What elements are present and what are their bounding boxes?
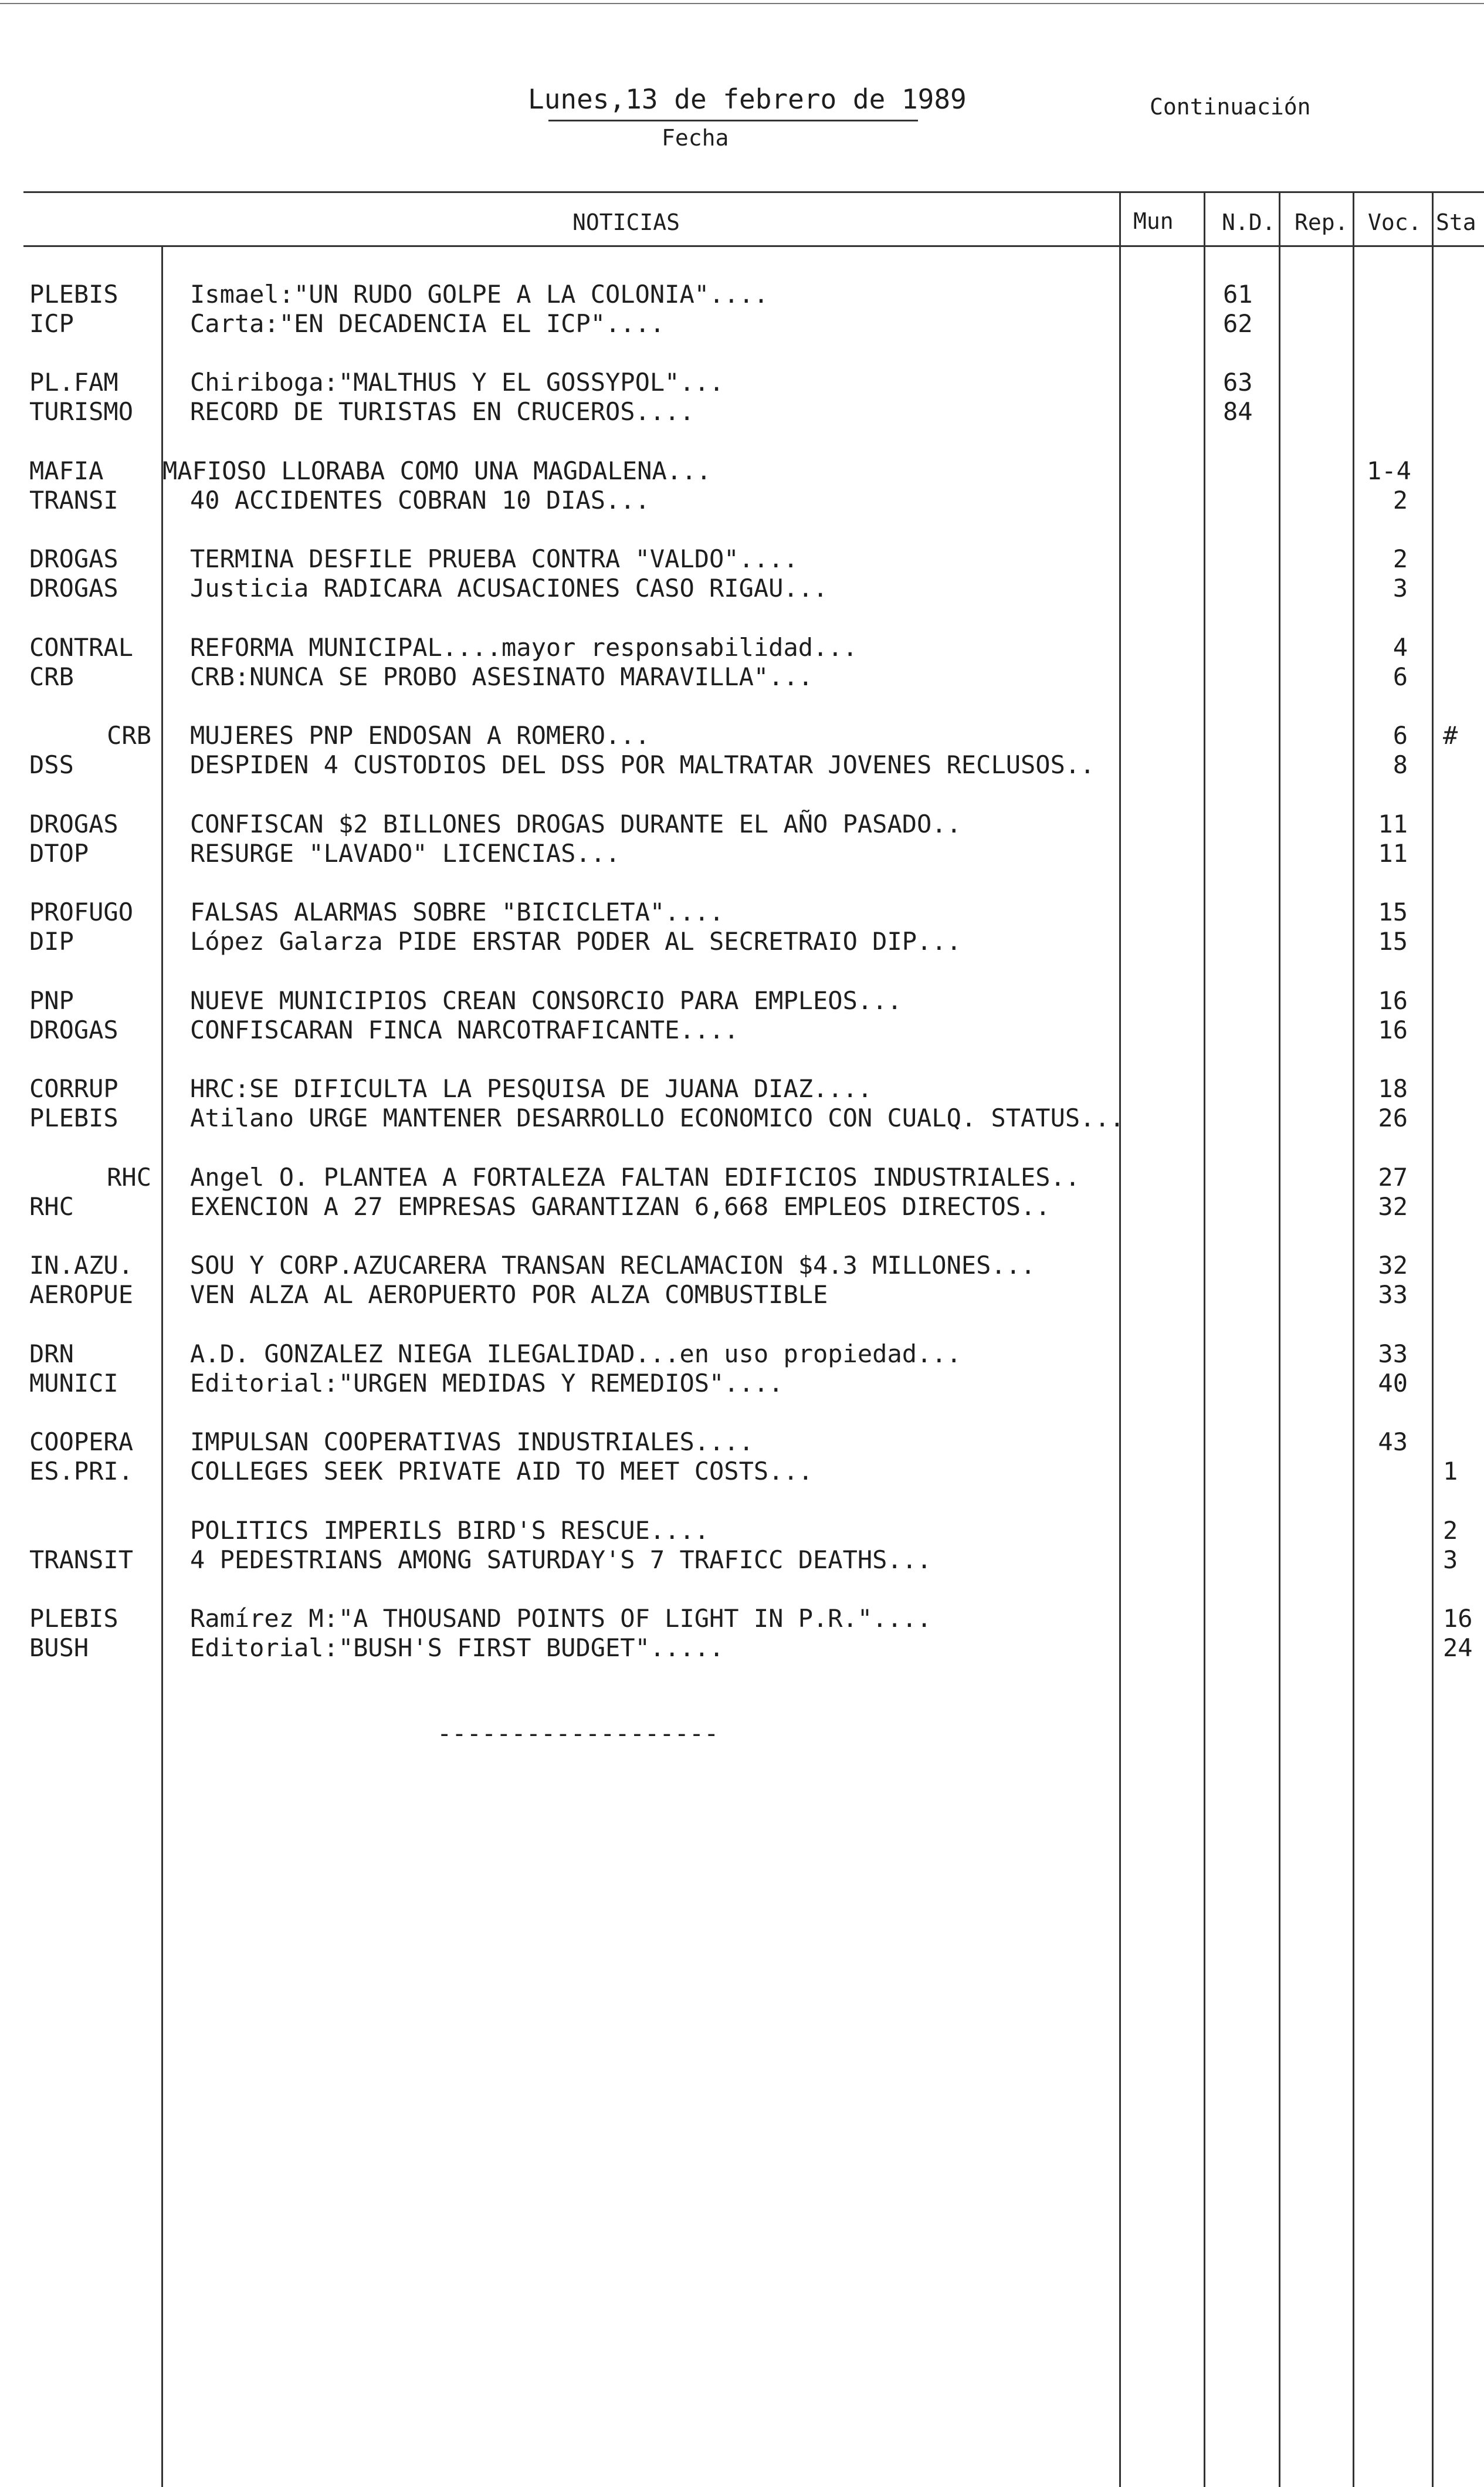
row-voc: 3 (1392, 574, 1408, 603)
col-header-mun: Mun (1133, 208, 1174, 234)
row-tag: PLEBIS (29, 1104, 118, 1132)
row-tag: TURISMO (29, 397, 134, 426)
end-rule: ------------------- (437, 1719, 719, 1748)
row-tag: CRB (107, 721, 151, 750)
row-tag: COOPERA (29, 1427, 134, 1456)
row-tag: CORRUP (29, 1074, 118, 1103)
row-headline: López Galarza PIDE ERSTAR PODER AL SECRETRAIO DIP... (190, 927, 961, 956)
row-headline: Angel O. PLANTEA A FORTALEZA FALTAN EDIFICIOS INDUSTRIALES.. (190, 1163, 1080, 1192)
row-voc: 33 (1378, 1280, 1408, 1309)
row-voc: 1-4 (1367, 456, 1411, 485)
row-voc: 16 (1378, 986, 1408, 1015)
col-header-voc: Voc. (1368, 209, 1422, 235)
row-headline: A.D. GONZALEZ NIEGA ILEGALIDAD...en uso propiedad... (190, 1339, 961, 1368)
row-tag: IN.AZU. (29, 1251, 134, 1280)
row-headline: NUEVE MUNICIPIOS CREAN CONSORCIO PARA EMPLEOS... (190, 986, 902, 1015)
row-tag: DTOP (29, 839, 89, 868)
row-tag: RHC (107, 1163, 151, 1192)
row-tag: PL.FAM (29, 368, 118, 397)
row-voc: 18 (1378, 1074, 1408, 1103)
row-headline: REFORMA MUNICIPAL....mayor responsabilidad... (190, 633, 858, 662)
col-divider-voc-left (1353, 191, 1354, 2487)
top-page-rule (0, 3, 1484, 4)
col-divider-tag (161, 245, 163, 2487)
row-sta: 24 (1443, 1633, 1473, 1662)
row-voc: 15 (1378, 898, 1408, 926)
row-headline: IMPULSAN COOPERATIVAS INDUSTRIALES.... (190, 1427, 754, 1456)
row-headline: HRC:SE DIFICULTA LA PESQUISA DE JUANA DIAZ.... (190, 1074, 873, 1103)
row-tag: ES.PRI. (29, 1457, 134, 1486)
row-headline: DESPIDEN 4 CUSTODIOS DEL DSS POR MALTRATAR JOVENES RECLUSOS.. (190, 750, 1095, 779)
row-voc: 16 (1378, 1016, 1408, 1044)
col-header-noticias: NOTICIAS (572, 209, 680, 235)
row-tag: PLEBIS (29, 1604, 118, 1633)
row-tag: AEROPUE (29, 1280, 134, 1309)
row-sta: 16 (1443, 1604, 1473, 1633)
row-tag: ICP (29, 309, 74, 338)
row-tag: DROGAS (29, 574, 118, 603)
row-voc: 26 (1378, 1104, 1408, 1132)
row-voc: 4 (1392, 633, 1408, 662)
row-tag: TRANSIT (29, 1545, 134, 1574)
row-voc: 8 (1392, 750, 1408, 779)
row-voc: 32 (1378, 1192, 1408, 1221)
row-tag: MUNICI (29, 1369, 118, 1398)
row-tag: CONTRAL (29, 633, 134, 662)
row-headline: Carta:"EN DECADENCIA EL ICP".... (190, 309, 665, 338)
row-voc: 2 (1392, 544, 1408, 573)
row-headline: MUJERES PNP ENDOSAN A ROMERO... (190, 721, 650, 750)
row-voc: 2 (1392, 486, 1408, 515)
row-tag: DROGAS (29, 1016, 118, 1044)
row-tag: MAFIA (29, 456, 104, 485)
row-headline: EXENCION A 27 EMPRESAS GARANTIZAN 6,668 EMPLEOS DIRECTOS.. (190, 1192, 1051, 1221)
row-headline: Ismael:"UN RUDO GOLPE A LA COLONIA".... (190, 280, 769, 309)
row-tag: TRANSI (29, 486, 118, 515)
col-divider-mun-left (1119, 191, 1121, 2487)
row-headline: Ramírez M:"A THOUSAND POINTS OF LIGHT IN P.R.".... (190, 1604, 932, 1633)
row-headline: CONFISCAN $2 BILLONES DROGAS DURANTE EL AÑO PASADO.. (190, 810, 961, 838)
row-headline: VEN ALZA AL AEROPUERTO POR ALZA COMBUSTIBLE (190, 1280, 828, 1309)
col-divider-sta-left (1432, 191, 1434, 2487)
row-headline: SOU Y CORP.AZUCARERA TRANSAN RECLAMACION $4.3 MILLONES... (190, 1251, 1036, 1280)
row-tag: DSS (29, 750, 74, 779)
table-top-rule (23, 191, 1484, 193)
row-headline: COLLEGES SEEK PRIVATE AID TO MEET COSTS... (190, 1457, 814, 1486)
row-headline: RESURGE "LAVADO" LICENCIAS... (190, 839, 621, 868)
row-nd: 62 (1223, 309, 1253, 338)
row-sta: 1 (1443, 1457, 1458, 1486)
row-tag: RHC (29, 1192, 74, 1221)
row-headline: Atilano URGE MANTENER DESARROLLO ECONOMICO CON CUALQ. STATUS... (190, 1104, 1125, 1132)
row-headline: Editorial:"BUSH'S FIRST BUDGET"..... (190, 1633, 724, 1662)
row-tag: DROGAS (29, 810, 118, 838)
row-voc: 15 (1378, 927, 1408, 956)
row-tag: BUSH (29, 1633, 89, 1662)
col-divider-rep-left (1279, 191, 1280, 2487)
row-headline: Chiriboga:"MALTHUS Y EL GOSSYPOL"... (190, 368, 724, 397)
row-tag: PLEBIS (29, 280, 118, 309)
row-headline: FALSAS ALARMAS SOBRE "BICICLETA".... (190, 898, 724, 926)
row-nd: 84 (1223, 397, 1253, 426)
row-voc: 11 (1378, 839, 1408, 868)
row-headline: RECORD DE TURISTAS EN CRUCEROS.... (190, 397, 694, 426)
row-sta: # (1443, 721, 1458, 750)
row-headline: CONFISCARAN FINCA NARCOTRAFICANTE.... (190, 1016, 739, 1044)
row-voc: 11 (1378, 810, 1408, 838)
row-voc: 6 (1392, 721, 1408, 750)
row-tag: DRN (29, 1339, 74, 1368)
date-underline (548, 120, 918, 121)
row-voc: 40 (1378, 1369, 1408, 1398)
row-tag: DROGAS (29, 544, 118, 573)
date-label: Fecha (662, 125, 729, 151)
table-header-bottom-rule (23, 245, 1484, 247)
continuation-label: Continuación (1150, 94, 1311, 120)
row-voc: 6 (1392, 662, 1408, 691)
row-headline: 4 PEDESTRIANS AMONG SATURDAY'S 7 TRAFICC DEATHS... (190, 1545, 932, 1574)
row-headline: CRB:NUNCA SE PROBO ASESINATO MARAVILLA"... (190, 662, 814, 691)
row-voc: 33 (1378, 1339, 1408, 1368)
row-headline: Justicia RADICARA ACUSACIONES CASO RIGAU... (190, 574, 828, 603)
col-divider-nd-left (1204, 191, 1205, 2487)
date-text: Lunes,13 de febrero de 1989 (528, 83, 967, 115)
row-headline: TERMINA DESFILE PRUEBA CONTRA "VALDO".... (190, 544, 798, 573)
row-voc: 27 (1378, 1163, 1408, 1192)
row-headline: MAFIOSO LLORABA COMO UNA MAGDALENA... (162, 456, 711, 485)
row-nd: 63 (1223, 368, 1253, 397)
row-sta: 3 (1443, 1545, 1458, 1574)
col-header-rep: Rep. (1295, 209, 1349, 235)
row-voc: 32 (1378, 1251, 1408, 1280)
col-header-nd: N.D. (1222, 209, 1276, 235)
col-header-sta: Sta (1436, 209, 1476, 235)
row-sta: 2 (1443, 1516, 1458, 1545)
row-headline: 40 ACCIDENTES COBRAN 10 DIAS... (190, 486, 650, 515)
row-tag: PNP (29, 986, 74, 1015)
row-voc: 43 (1378, 1427, 1408, 1456)
row-nd: 61 (1223, 280, 1253, 309)
row-tag: CRB (29, 662, 74, 691)
row-tag: PROFUGO (29, 898, 134, 926)
row-headline: Editorial:"URGEN MEDIDAS Y REMEDIOS".... (190, 1369, 784, 1398)
row-tag: DIP (29, 927, 74, 956)
row-headline: POLITICS IMPERILS BIRD'S RESCUE.... (190, 1516, 710, 1545)
